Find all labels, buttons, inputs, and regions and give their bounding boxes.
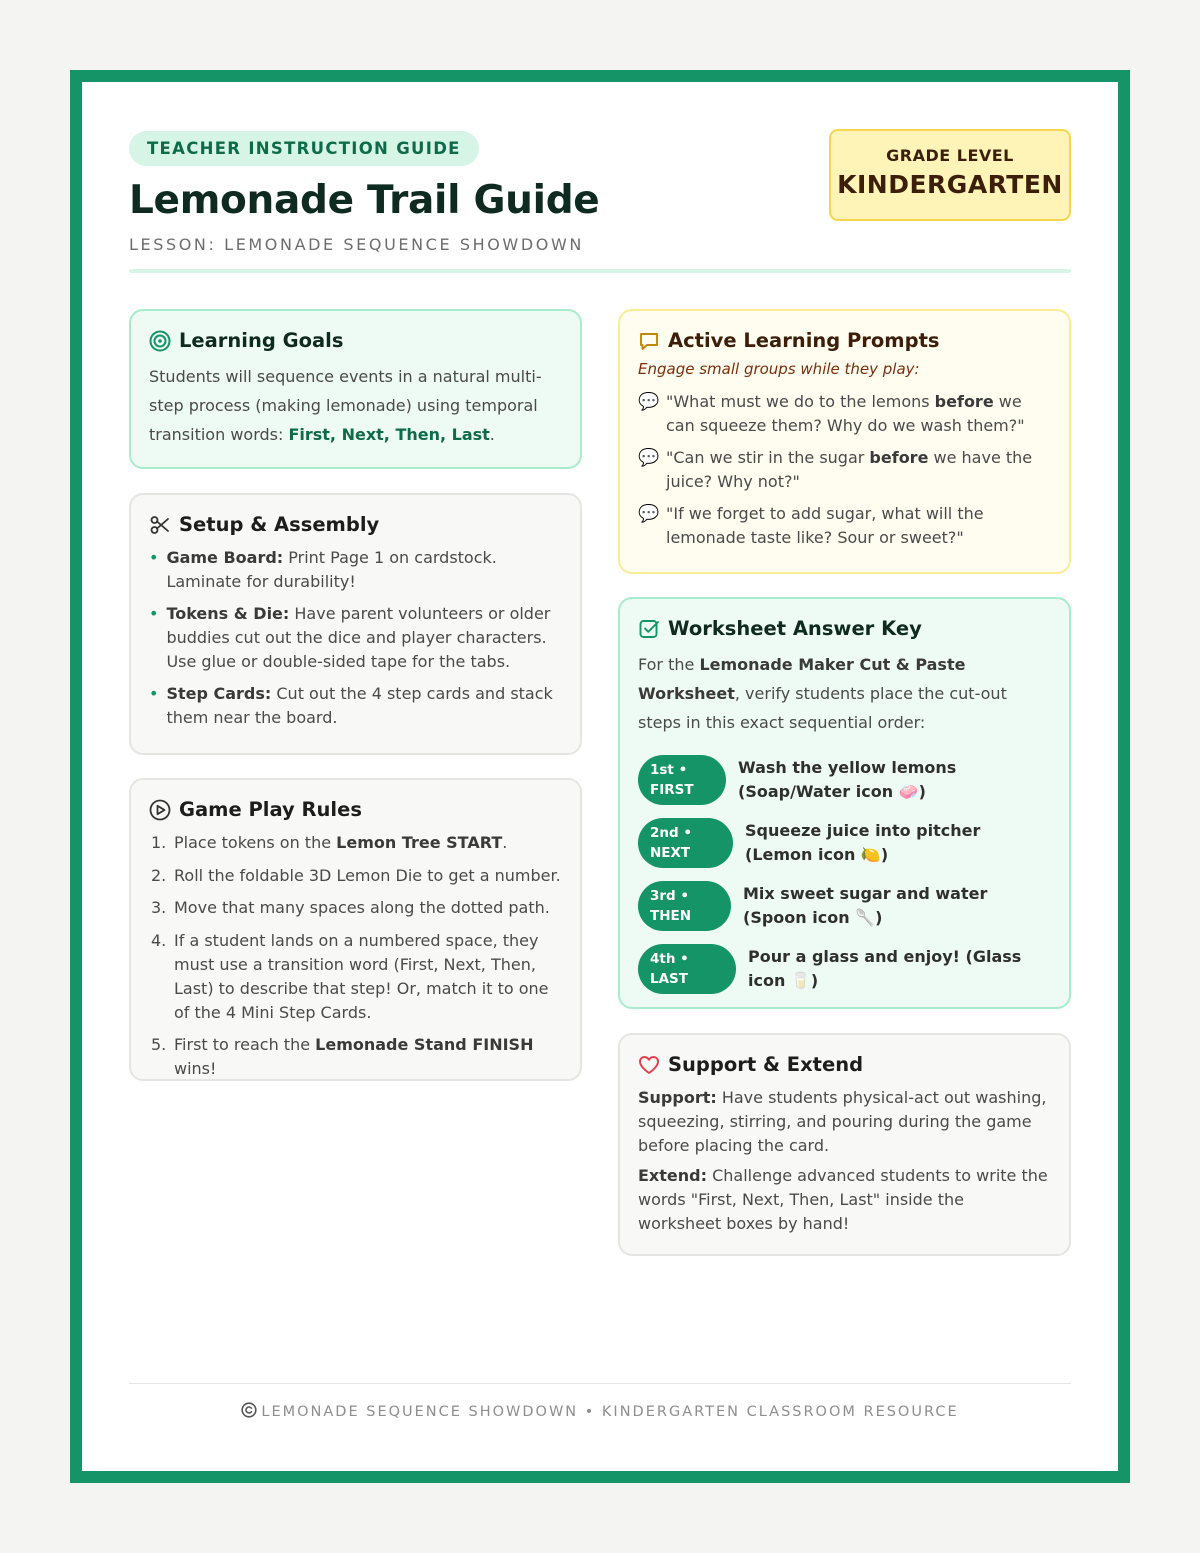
step-transition-word: LAST [650, 971, 688, 987]
rule-text [174, 864, 561, 888]
checkbox-icon [638, 618, 660, 640]
rule-text [174, 929, 562, 1025]
setup-list [149, 546, 562, 730]
bullet-dot: • [149, 548, 159, 567]
prompt-item [638, 446, 1051, 494]
answer-step [638, 944, 1051, 994]
answer-key-intro-post: , verify students place the cut-out steps in this exact sequential order: [638, 684, 1007, 732]
answer-key-intro-pre: For the [638, 655, 700, 674]
step-transition-word: NEXT [650, 845, 691, 861]
rule-text-pre: First to reach the [174, 1035, 316, 1054]
rule-number: 2. [151, 865, 167, 885]
rules-card [129, 778, 582, 1081]
prompt-text-bold: before [934, 392, 994, 411]
rules-title: Game Play Rules [179, 798, 362, 821]
step-description: Mix sweet sugar and water (Spoon icon 🥄) [743, 884, 988, 927]
rule-number: 4. [151, 930, 167, 950]
answer-key-intro [638, 650, 1051, 737]
rule-text-pre: Place tokens on the [174, 833, 337, 852]
prompt-text-pre: "If we forget to add sugar, what will the lemonade taste like? Sour or sweet?" [666, 504, 984, 547]
setup-item-label: Step Cards: [166, 684, 272, 703]
page-footer [82, 1402, 1118, 1420]
learning-goals-end: . [489, 425, 495, 444]
setup-title: Setup & Assembly [179, 513, 380, 536]
rule-text-pre: Move that many spaces along the dotted path. [174, 898, 550, 917]
rule-item [151, 831, 562, 855]
copyright-icon [241, 1402, 257, 1418]
step-order-badge [638, 755, 726, 805]
rule-item [151, 896, 562, 920]
speech-balloon-icon: 💬 [638, 504, 660, 524]
answer-key-title: Worksheet Answer Key [668, 617, 922, 640]
setup-header [149, 513, 562, 536]
rule-text [174, 831, 507, 855]
speech-balloon-icon: 💬 [638, 448, 660, 468]
prompt-text [666, 446, 1051, 494]
footer-divider [129, 1383, 1071, 1384]
grade-level-badge [829, 129, 1071, 221]
rule-item [151, 864, 562, 888]
rule-item [151, 929, 562, 1025]
learning-goals-body: Students will sequence events in a natural multi-step process (making lemonade) using temporal transition words: [149, 367, 542, 444]
prompts-title: Active Learning Prompts [668, 329, 940, 352]
lesson-subtitle: LESSON: LEMONADE SEQUENCE SHOWDOWN [129, 235, 584, 254]
prompts-subtitle: Engage small groups while they play: [638, 360, 920, 378]
setup-item [149, 682, 562, 730]
step-order-badge [638, 818, 733, 868]
rule-text-pre: If a student lands on a numbered space, they must use a transition word (First, Next, Then, Last) to describe that step! Or, match it to one of the 4 Mini Step Cards. [174, 930, 549, 1022]
prompt-text-post: we can squeeze them? Why do we wash them?" [666, 392, 1025, 435]
rule-text-pre: Roll the foldable 3D Lemon Die to get a number. [174, 865, 561, 885]
answer-step [638, 881, 1051, 931]
step-ordinal: 3rd • [650, 888, 690, 904]
step-transition-word: THEN [650, 908, 692, 924]
guide-page [70, 70, 1130, 1483]
step-transition-word: FIRST [650, 782, 694, 798]
step-order-badge [638, 944, 736, 994]
prompt-text-bold: before [869, 448, 929, 467]
grade-level-value: KINDERGARTEN [837, 170, 1063, 199]
learning-goals-text [149, 362, 562, 449]
learning-goals-title: Learning Goals [179, 329, 344, 352]
extend-body: Challenge advanced students to write the words "First, Next, Then, Last" inside the worksheet boxes by hand! [638, 1166, 1048, 1233]
prompt-text-post: we have the juice? Why not?" [666, 448, 1033, 491]
support-title: Support & Extend [668, 1053, 864, 1076]
learning-goals-card [129, 309, 582, 469]
rule-text-bold: Lemon Tree START [336, 833, 503, 852]
setup-item-text [166, 682, 562, 730]
answer-step [638, 755, 1051, 805]
prompt-text [666, 502, 1051, 550]
speech-bubble-icon [638, 330, 660, 352]
target-icon [149, 330, 171, 352]
setup-item-body: Cut out the 4 step cards and stack them near the board. [166, 684, 553, 727]
prompt-text [666, 390, 1051, 438]
setup-item-text [166, 602, 562, 674]
setup-item-label: Game Board: [166, 548, 284, 567]
setup-item [149, 546, 562, 594]
setup-item-label: Tokens & Die: [166, 604, 290, 623]
rule-number: 5. [151, 1035, 167, 1054]
answer-key-header [638, 617, 1051, 640]
rule-text-post: wins! [174, 1059, 217, 1078]
bullet-dot: • [149, 684, 159, 703]
extend-label: Extend: [638, 1166, 707, 1185]
step-description: Wash the yellow lemons (Soap/Water icon 🧼) [738, 758, 957, 801]
extend-text [638, 1164, 1051, 1236]
rule-text [174, 1033, 562, 1081]
rules-list [149, 831, 562, 1081]
setup-item-body: Have parent volunteers or older buddies cut out the dice and player characters. Use glue or double-sided tape for the tabs. [166, 604, 551, 671]
step-description: Pour a glass and enjoy! (Glass icon 🥛) [748, 947, 1022, 990]
rule-text-post: . [502, 833, 508, 852]
prompts-card [618, 309, 1071, 574]
rule-item [151, 1033, 562, 1081]
rule-text [174, 896, 550, 920]
support-header [638, 1053, 1051, 1076]
support-card [618, 1033, 1071, 1256]
scissors-icon [149, 514, 171, 536]
footer-text: LEMONADE SEQUENCE SHOWDOWN • KINDERGARTEN CLASSROOM RESOURCE [261, 1404, 959, 1420]
setup-card [129, 493, 582, 755]
step-ordinal: 2nd • [650, 825, 692, 841]
support-body: Have students physical-act out washing, squeezing, stirring, and pouring during the game before placing the card. [638, 1088, 1047, 1155]
prompts-header [638, 329, 1051, 352]
speech-balloon-icon: 💬 [638, 392, 660, 412]
setup-item-body: Print Page 1 on cardstock. Laminate for durability! [166, 548, 497, 591]
step-description: Squeeze juice into pitcher (Lemon icon 🍋) [745, 821, 981, 864]
rule-text-bold: Lemonade Stand FINISH [315, 1035, 534, 1054]
grade-level-label: GRADE LEVEL [886, 146, 1014, 165]
header-divider [129, 269, 1071, 273]
support-text [638, 1086, 1051, 1158]
rules-header [149, 798, 562, 821]
support-label: Support: [638, 1088, 717, 1107]
prompt-item [638, 502, 1051, 550]
heart-icon [638, 1054, 660, 1076]
prompt-text-pre: "What must we do to the lemons [666, 392, 935, 411]
answer-key-card [618, 597, 1071, 1009]
play-circle-icon [149, 799, 171, 821]
prompt-item [638, 390, 1051, 438]
rule-number: 3. [151, 898, 167, 917]
rule-number: 1. [151, 833, 167, 852]
learning-goals-header [149, 329, 562, 352]
step-ordinal: 1st • [650, 762, 688, 778]
bullet-dot: • [149, 604, 159, 623]
step-ordinal: 4th • [650, 951, 689, 967]
step-order-badge [638, 881, 731, 931]
page-title: Lemonade Trail Guide [129, 178, 600, 223]
setup-item [149, 602, 562, 674]
answer-step [638, 818, 1051, 868]
guide-type-pill: TEACHER INSTRUCTION GUIDE [129, 131, 479, 166]
setup-item-text [166, 546, 562, 594]
transition-words-highlight: First, Next, Then, Last [288, 425, 490, 444]
worksheet-name: Lemonade Maker Cut & Paste Worksheet [638, 655, 966, 703]
prompt-text-pre: "Can we stir in the sugar [666, 448, 870, 467]
